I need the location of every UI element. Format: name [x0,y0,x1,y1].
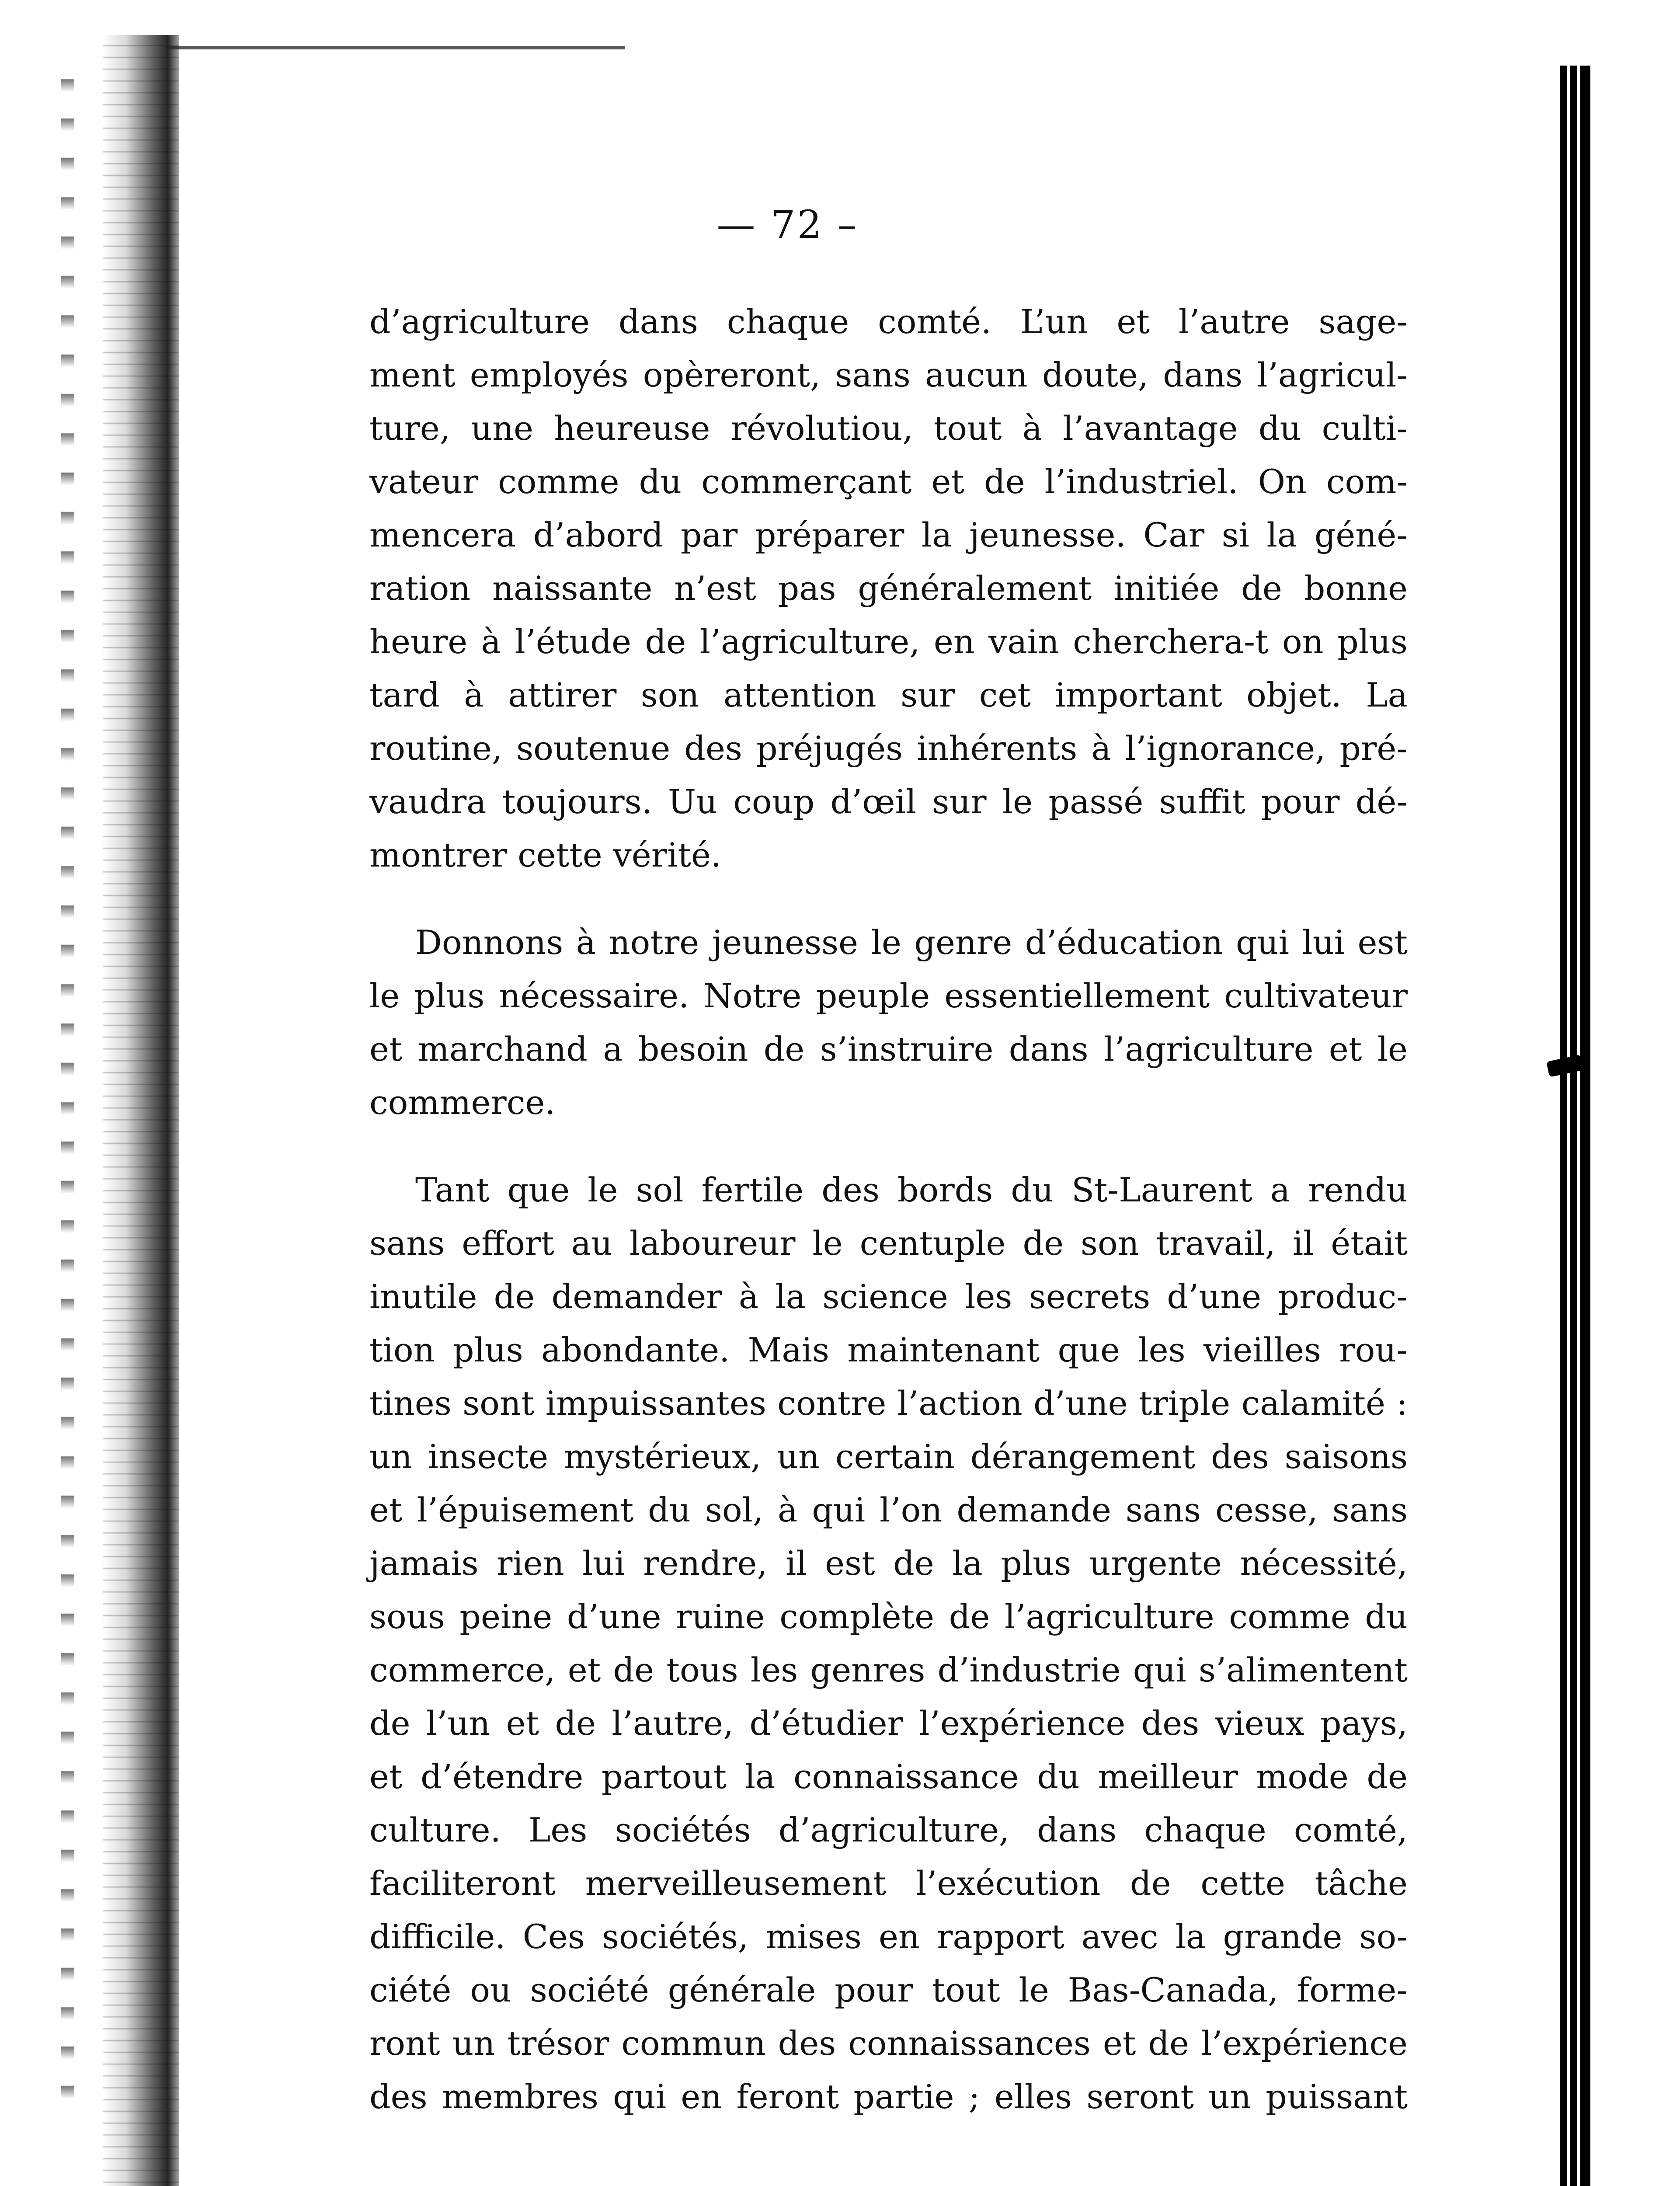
text-line: ration naissante n’est pas généralement initiée de bonne [369,569,1408,608]
text-line: culture. Les sociétés d’agriculture, dans chaque comté, [369,1810,1408,1849]
paragraph-2 [369,916,1408,1129]
text-line: routine, soutenue des préjugés inhérents à l’ignorance, pré- [369,729,1408,768]
text-line: ront un trésor commun des connaissances et de l’expérience [369,2024,1408,2063]
text-line: d’agriculture dans chaque comté. L’un et l’autre sage- [369,302,1408,341]
text-line: ture, une heureuse révolutiou, tout à l’avantage du culti- [369,409,1408,448]
text-line: inutile de demander à la science les secrets d’une produc- [369,1277,1408,1316]
scan-border-right [1560,66,1590,2186]
text-line: et marchand a besoin de s’instruire dans l’agriculture et le [369,1030,1408,1069]
scan-edge-marks-left [61,52,74,2107]
paragraph-3 [369,1163,1408,2123]
text-line: et l’épuisement du sol, à qui l’on demande sans cesse, sans [369,1490,1408,1529]
text-line: jamais rien lui rendre, il est de la plus urgente nécessité, [369,1544,1408,1583]
text-line: tion plus abondante. Mais maintenant que les vieilles rou- [369,1330,1408,1369]
text-line: le plus nécessaire. Notre peuple essentiellement cultivateur [369,976,1408,1015]
text-line: Tant que le sol fertile des bords du St-Laurent a rendu [415,1170,1408,1209]
text-line: vateur comme du commerçant et de l’industriel. On com- [369,462,1408,501]
scan-top-rule [166,46,625,49]
paragraph-1 [369,295,1408,882]
text-line: ciété ou société générale pour tout le Bas-Canada, forme- [369,1970,1408,2009]
text-line: faciliteront merveilleusement l’exécution de cette tâche [369,1864,1408,1903]
body-text [369,295,1408,2123]
page-number: — 72 – [717,202,859,247]
text-line: mencera d’abord par préparer la jeunesse. Car si la géné- [369,515,1408,554]
text-line: et d’étendre partout la connaissance du meilleur mode de [369,1757,1408,1796]
text-line: ment employés opèreront, sans aucun doute, dans l’agricul- [369,355,1408,394]
text-line: Donnons à notre jeunesse le genre d’éducation qui lui est [415,923,1408,962]
text-line: vaudra toujours. Uu coup d’œil sur le passé suffit pour dé- [369,782,1408,821]
text-line: commerce, et de tous les genres d’industrie qui s’alimentent [369,1650,1408,1689]
text-line: sous peine d’une ruine complète de l’agriculture comme du [369,1597,1408,1636]
text-line: sans effort au laboureur le centuple de son travail, il était [369,1224,1408,1263]
scan-binding-shadow-left [103,35,179,2186]
text-line: de l’un et de l’autre, d’étudier l’expérience des vieux pays, [369,1704,1408,1743]
text-line: commerce. [369,1083,556,1122]
text-line: heure à l’étude de l’agriculture, en vain cherchera-t on plus [369,622,1408,661]
text-line: montrer cette vérité. [369,835,722,874]
text-line: des membres qui en feront partie ; elles seront un puissant [369,2077,1408,2116]
text-line: un insecte mystérieux, un certain dérangement des saisons [369,1437,1408,1476]
text-line: tines sont impuissantes contre l’action d’une triple calamité : [369,1384,1408,1423]
text-line: difficile. Ces sociétés, mises en rapport avec la grande so- [369,1917,1408,1956]
text-line: tard à attirer son attention sur cet important objet. La [369,675,1408,714]
